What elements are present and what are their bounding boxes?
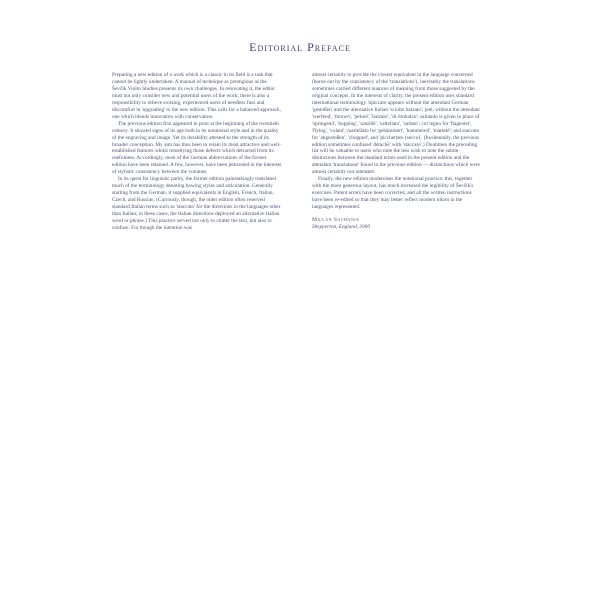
- paragraph: Preparing a new edition of a work which is a classic in its field is a task that cannot be lightly undertaken. A manual of technique as prestigious as the Ševčík Violin Studies presents its own challenges. In renovating it, the editor must not only consider new and potential users of the work; there is also a responsibility to relieve existing, experienced users of needless fuss and discomfort in 'upgrading' to the new edition. This calls for a balanced approach, one which blends innovation with conservation.: [112, 72, 281, 120]
- paragraph: almost certainly to provide the closest equivalent in the language concerned (borne out by the consistency of the 'translations'), inevitably the translations sometimes carried different nuances of meaning from those suggested by the original concepts. In the interests of clarity, the present edition uses standard international terminology. Spiccato appears without the attendant German 'gestoßen' and the alternative Italian 'sciolto balzato'; jeté, without the attendant 'werfend', 'thrown', 'jerked', 'balzato', 'di rimbalzo'; saltando is given in place of 'springend', 'hopping', 'sautillé', 'saltellato', 'saltato'; col legno for 'flageolet', 'flying', 'volant'; martellato for 'gehämmert', 'hammered', 'martelé'; and staccato for 'abgestoßen', 'chopped', and 'picchettato (secco)'. (Incidentally, the previous edition sometimes confused 'détaché' with 'staccato'.) Doubtless the preceding list will be valuable to users who note the less wish to note the subtle distinctions between the standard terms used in the present edition and the attendant 'translations' found in the previous edition — distinctions which were almost certainly not intended.: [312, 72, 480, 176]
- signature-place-date: Shepperton, England, 2000: [312, 224, 370, 231]
- page-title: Editorial Preface: [249, 40, 351, 54]
- signature-name: Millan Sachania: [312, 217, 360, 224]
- left-column: [112, 72, 282, 232]
- right-column: [312, 72, 482, 231]
- paragraph: In its quest for linguistic parity, the former edition painstakingly translated much of the terminology denoting bowing styles and articulation. Generally starting from the German, it supplied equivalents in English, French, Italian, Czech, and Russian. (Curiously, though, the older edition often reserved standard Italian terms such as 'staccato' for the directions in the languages other than Italian; in these cases, the Italian directions deployed an alternative Italian word or phrase.) This practice served not only to clutter the text, but also to confuse. For though the intention was: [112, 176, 281, 231]
- signature: [312, 217, 482, 231]
- paragraph: Finally, the new edition modernises the notational practice; this, together with the more generous layout, has much increased the legibility of Ševčík's exercises. Patent errors have been corrected, and all the written instructions have been re-edited so that they may better reflect modern idiom in the languages represented.: [312, 176, 474, 211]
- paragraph: The previous edition first appeared in print at the beginning of the twentieth century. It showed signs of its age both in its notational style and in the quality of the engraving and image. Yet its durability attested to the strength of its broader conception. My aim has thus been to retain its most attractive and well-established features whilst remedying those defects which detracted from its usefulness. Accordingly, most of the German abbreviations of the former edition have been retained. A few, however, have been jettisoned in the interests of stylistic consistency between the volumes.: [112, 120, 282, 176]
